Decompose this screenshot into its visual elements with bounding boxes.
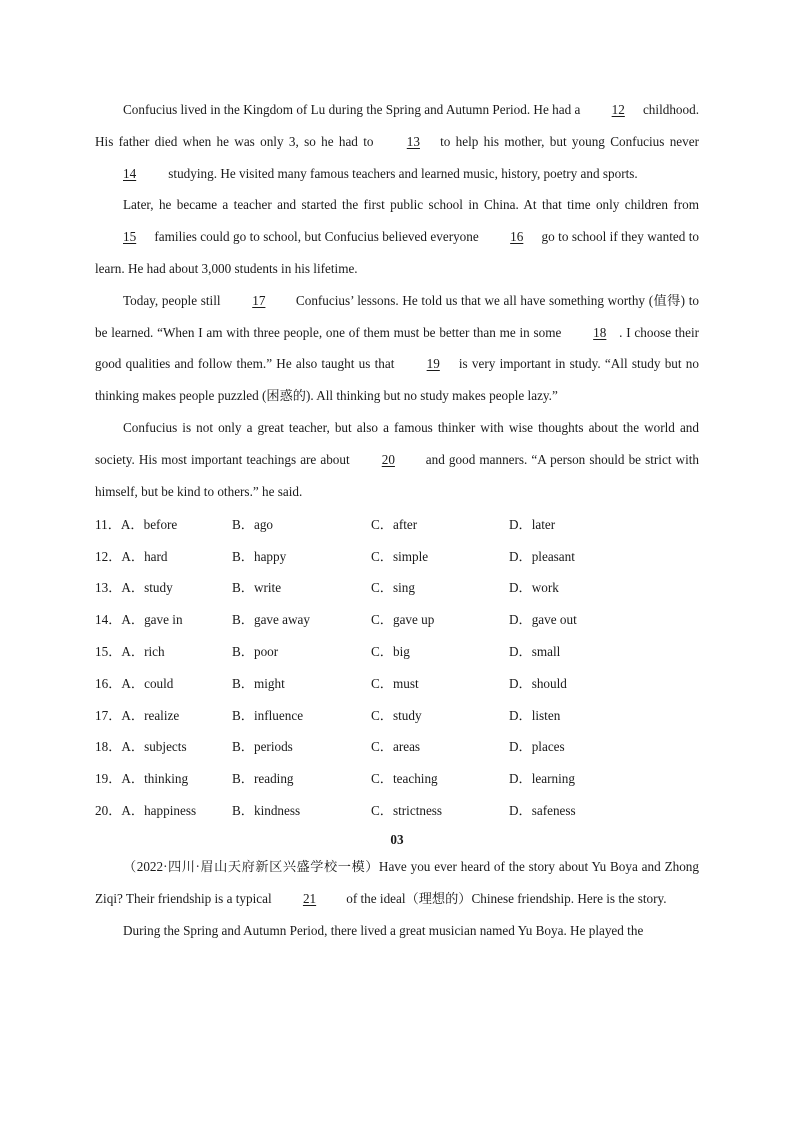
- option-d[interactable]: D．listen: [509, 707, 561, 723]
- option-c[interactable]: C．big: [371, 643, 410, 659]
- question-number: 15．: [95, 643, 122, 659]
- paragraph-text: During the Spring and Autumn Period, there lived a great musician named Yu Boya. He played the: [123, 922, 644, 938]
- blank-13[interactable]: 13: [406, 133, 420, 149]
- option-c[interactable]: C．must: [371, 675, 419, 691]
- blank-14[interactable]: 14: [123, 165, 137, 181]
- option-d[interactable]: D．pleasant: [509, 548, 575, 564]
- option-b[interactable]: B．ago: [232, 516, 274, 532]
- paragraph-text: and good manners. “A person should be strict with himself, but be kind to others.” he said.: [95, 451, 699, 499]
- question-number: 16．: [95, 675, 122, 691]
- passage1-paragraph-4: [95, 412, 699, 507]
- passage1-paragraph-1: [95, 94, 699, 189]
- passage1-paragraph-3: [95, 285, 699, 412]
- option-row-13: [95, 571, 699, 603]
- paragraph-text: families could go to school, but Confucius believed everyone: [151, 229, 483, 245]
- option-row-16: [95, 666, 699, 698]
- option-row-14: [95, 603, 699, 635]
- option-d[interactable]: D．later: [509, 516, 556, 532]
- paragraph-text: is very important in study. “All study but no thinking makes people puzzled (困惑的). All thinking but no study makes people lazy.”: [95, 356, 699, 404]
- question-number: 17．: [95, 707, 122, 723]
- option-b[interactable]: B．reading: [232, 771, 294, 787]
- passage2-paragraph-1: [95, 851, 699, 915]
- option-row-11: [95, 507, 699, 539]
- option-d[interactable]: D．gave out: [509, 612, 577, 628]
- paragraph-text: go to school if they wanted to learn. He had about 3,000 students in his lifetime.: [95, 229, 699, 276]
- paragraph-text: Later, he became a teacher and started the first public school in China. At that time only children from: [123, 197, 699, 213]
- option-d[interactable]: D．places: [509, 739, 565, 755]
- option-d[interactable]: D．small: [509, 643, 561, 659]
- blank-16[interactable]: 16: [510, 229, 524, 245]
- option-row-19: [95, 762, 699, 794]
- option-c[interactable]: C．teaching: [371, 771, 438, 787]
- blank-15[interactable]: 15: [123, 229, 137, 245]
- options-list: [95, 507, 699, 825]
- option-d[interactable]: D．should: [509, 675, 567, 691]
- option-c[interactable]: C．strictness: [371, 802, 443, 818]
- paragraph-text: . I choose their good qualities and follow them.” He also taught us that: [95, 324, 699, 372]
- option-b[interactable]: B．gave away: [232, 612, 310, 628]
- question-number: 13．: [95, 580, 122, 596]
- blank-19[interactable]: 19: [426, 356, 440, 372]
- option-c[interactable]: C．after: [371, 516, 418, 532]
- option-b[interactable]: B．kindness: [232, 802, 301, 818]
- blank-12[interactable]: 12: [611, 102, 625, 117]
- question-number: 14．: [95, 612, 122, 628]
- option-a[interactable]: A．rich: [121, 643, 165, 659]
- option-c[interactable]: C．areas: [371, 739, 421, 755]
- blank-20[interactable]: 20: [381, 451, 395, 467]
- question-number: 12．: [95, 548, 122, 564]
- option-c[interactable]: C．simple: [371, 548, 429, 564]
- option-b[interactable]: B．influence: [232, 707, 304, 723]
- option-b[interactable]: B．periods: [232, 739, 293, 755]
- option-c[interactable]: C．gave up: [371, 612, 435, 628]
- option-b[interactable]: B．write: [232, 580, 282, 596]
- option-d[interactable]: D．safeness: [509, 802, 576, 818]
- option-a[interactable]: A．realize: [121, 707, 180, 723]
- option-a[interactable]: A．subjects: [121, 739, 187, 755]
- option-a[interactable]: A．gave in: [121, 612, 183, 628]
- option-row-15: [95, 635, 699, 667]
- blank-21[interactable]: 21: [302, 891, 317, 907]
- paragraph-text: Confucius is not only a great teacher, but also a famous thinker with wise thoughts about the world and society. His most important teachings are about: [95, 419, 699, 467]
- option-row-12: [95, 539, 699, 571]
- option-a[interactable]: A．happiness: [121, 802, 197, 818]
- option-row-18: [95, 730, 699, 762]
- option-a[interactable]: A．could: [121, 675, 174, 691]
- paragraph-text: （2022·四川·眉山天府新区兴盛学校一模）Have you ever heard of the story about Yu Boya and Zhong Ziqi? Their friendship is a typical: [95, 859, 699, 907]
- paragraph-text: of the ideal（理想的）Chinese friendship. Here is the story.: [342, 891, 667, 907]
- blank-18[interactable]: 18: [593, 324, 607, 340]
- section-number: 03: [390, 832, 404, 848]
- paragraph-text: Today, people still: [123, 292, 225, 308]
- paragraph-text: studying. He visited many famous teachers and learned music, history, poetry and sports.: [165, 165, 638, 181]
- option-d[interactable]: D．learning: [509, 771, 575, 787]
- paragraph-text: Confucius’ lessons. He told us that we all have something worthy (值得) to be learned. “When I am with three people, one of them must be better than me in some: [95, 292, 699, 340]
- option-b[interactable]: B．poor: [232, 643, 279, 659]
- blank-17[interactable]: 17: [252, 292, 266, 308]
- option-b[interactable]: B．might: [232, 675, 285, 691]
- option-a[interactable]: A．thinking: [121, 771, 189, 787]
- option-row-20: [95, 794, 699, 826]
- option-b[interactable]: B．happy: [232, 548, 287, 564]
- paragraph-text: childhood. His father died when he was only 3, so he had to: [95, 102, 699, 149]
- paragraph-text: Confucius lived in the Kingdom of Lu during the Spring and Autumn Period. He had a: [123, 102, 584, 117]
- paragraph-text: to help his mother, but young Confucius never: [434, 133, 699, 149]
- option-c[interactable]: C．sing: [371, 580, 415, 596]
- question-number: 18．: [95, 739, 122, 755]
- question-number: 11．: [95, 516, 121, 532]
- option-d[interactable]: D．work: [509, 580, 559, 596]
- question-number: 20．: [95, 802, 122, 818]
- passage1-paragraph-2: [95, 189, 699, 284]
- option-c[interactable]: C．study: [371, 707, 422, 723]
- option-a[interactable]: A．before: [120, 516, 178, 532]
- option-a[interactable]: A．study: [121, 580, 173, 596]
- document-page: [95, 94, 699, 947]
- question-number: 19．: [95, 771, 122, 787]
- option-row-17: [95, 698, 699, 730]
- option-a[interactable]: A．hard: [121, 548, 168, 564]
- passage2-paragraph-2: [95, 915, 699, 947]
